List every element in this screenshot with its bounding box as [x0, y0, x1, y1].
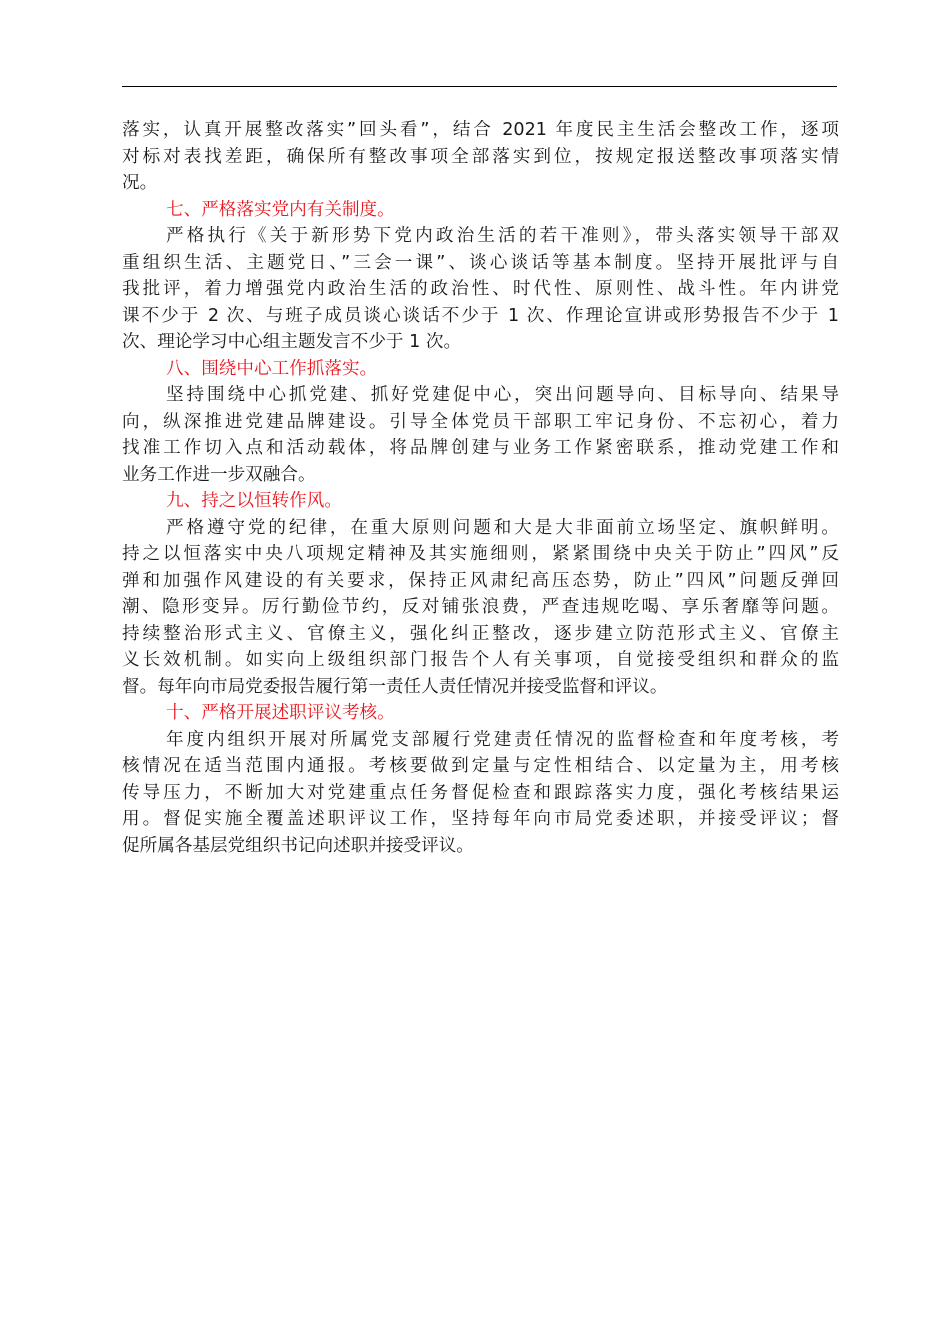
text-line: 督。每年向市局党委报告履行第一责任人责任情况并接受监督和评议。 — [122, 676, 668, 697]
text-line: 促所属各基层党组织书记向述职并接受评议。 — [122, 835, 474, 856]
text-line: 潮、隐形变异。厉行勤俭节约，反对铺张浪费，严查违规吃喝、享乐奢靡等问题。 — [122, 597, 839, 617]
text-line: 用。督促实施全覆盖述职评议工作，坚持每年向市局党委述职，并接受评议；督 — [122, 809, 839, 829]
section-heading-8: 八、围绕中心工作抓落实。 — [166, 358, 378, 379]
text-line: 课不少于 2 次、与班子成员谈心谈话不少于 1 次、作理论宣讲或形势报告不少于 1 — [122, 305, 839, 326]
text-line: 次、理论学习中心组主题发言不少于 1 次。 — [122, 332, 462, 352]
text-line: 严格遵守党的纪律，在重大原则问题和大是大非面前立场坚定、旗帜鲜明。 — [166, 517, 839, 538]
text-line: 对标对表找差距，确保所有整改事项全部落实到位，按规定报送整改事项落实情 — [122, 146, 839, 167]
text-line: 重组织生活、主题党日、”三会一课”、谈心谈话等基本制度。坚持开展批评与自 — [122, 252, 839, 273]
text-line: 传导压力，不断加大对党建重点任务督促检查和跟踪落实力度，强化考核结果运 — [122, 782, 839, 803]
text-line: 我批评，着力增强党内政治生活的政治性、时代性、原则性、战斗性。年内讲党 — [122, 279, 839, 299]
text-line: 落实，认真开展整改落实”回头看”，结合 2021 年度民主生活会整改工作，逐项 — [122, 120, 839, 140]
section-heading-9: 九、持之以恒转作风。 — [166, 491, 342, 511]
document-body — [122, 117, 839, 859]
text-line: 找准工作切入点和活动载体，将品牌创建与业务工作紧密联系，推动党建工作和 — [122, 438, 839, 458]
text-line: 义长效机制。如实向上级组织部门报告个人有关事项，自觉接受组织和群众的监 — [122, 650, 839, 670]
text-line: 坚持围绕中心抓党建、抓好党建促中心，突出问题导向、目标导向、结果导 — [166, 385, 839, 405]
text-line: 弹和加强作风建设的有关要求，保持正风肃纪高压态势，防止”四风”问题反弹回 — [122, 570, 839, 591]
text-line: 况。 — [122, 173, 158, 193]
text-line: 业务工作进一步双融合。 — [122, 464, 316, 485]
header-rule — [122, 86, 837, 87]
text-line: 核情况在适当范围内通报。考核要做到定量与定性相结合、以定量为主，用考核 — [122, 756, 839, 776]
section-heading-7: 七、严格落实党内有关制度。 — [166, 199, 395, 220]
text-line: 严格执行《关于新形势下党内政治生活的若干准则》，带头落实领导干部双 — [166, 226, 839, 246]
text-line: 持续整治形式主义、官僚主义，强化纠正整改，逐步建立防范形式主义、官僚主 — [122, 623, 839, 644]
text-line: 持之以恒落实中央八项规定精神及其实施细则，紧紧围绕中央关于防止”四风”反 — [122, 544, 839, 564]
section-heading-10: 十、严格开展述职评议考核。 — [166, 703, 395, 723]
text-line: 向，纵深推进党建品牌建设。引导全体党员干部职工牢记身份、不忘初心，着力 — [122, 411, 839, 432]
text-line: 年度内组织开展对所属党支部履行党建责任情况的监督检查和年度考核，考 — [166, 729, 839, 750]
